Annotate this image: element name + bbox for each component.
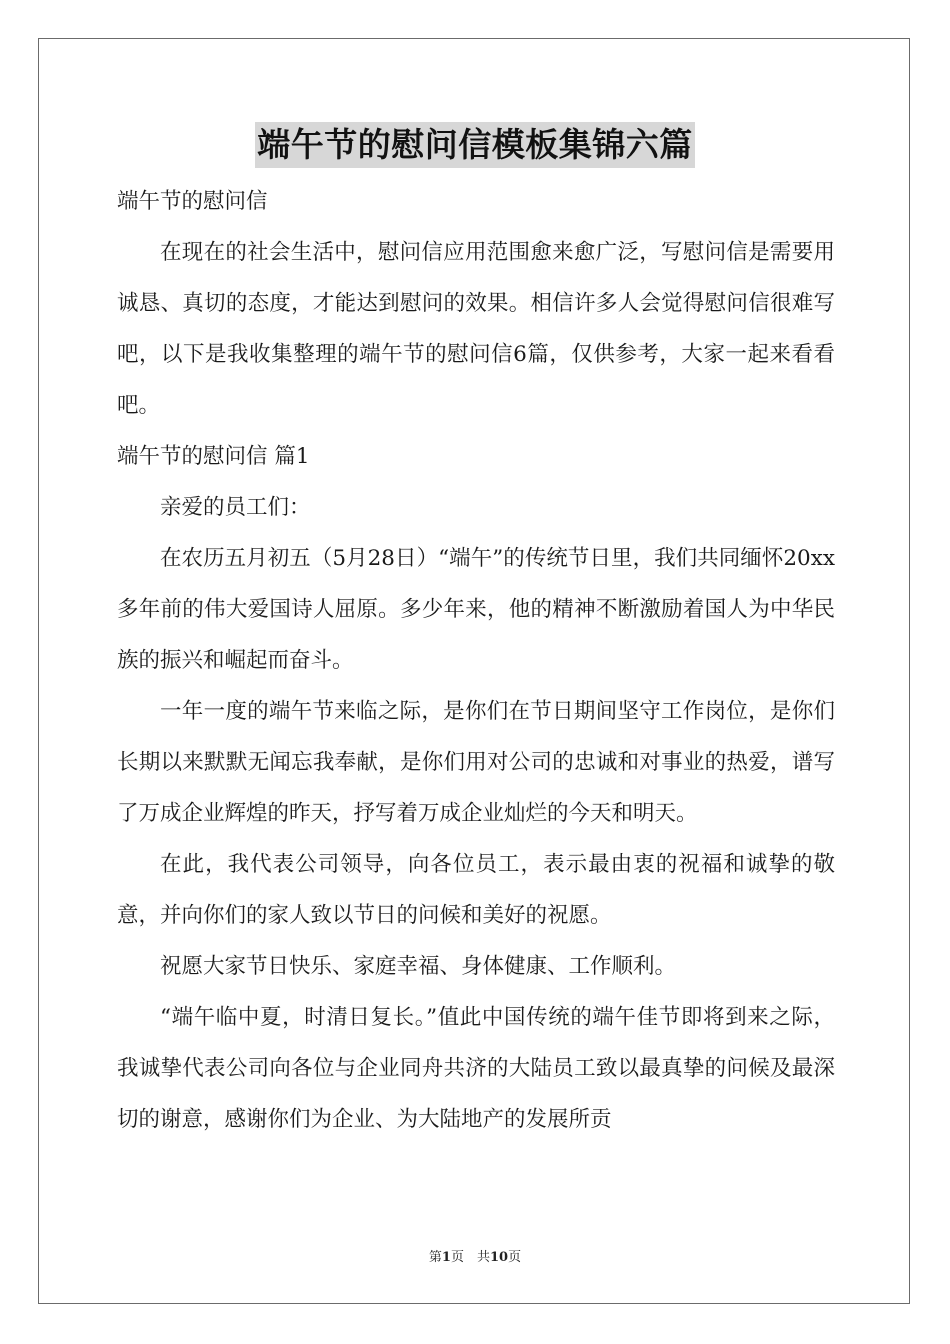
salutation-paragraph: 亲爱的员工们： [160, 495, 311, 520]
body-paragraph: 一年一度的端午节来临之际，是你们在节日期间坚守工作岗位，是你们长期以来默默无闻忘我奉献，是你们用对公司的忠诚和对事业的热爱，谱写了万成企业辉煌的昨天，抒写着万成企业灿烂的今天和明天。 [117, 699, 835, 826]
section-heading: 端午节的慰问信 篇1 [117, 444, 310, 469]
document-body [117, 176, 835, 1145]
total-page-number: 10 [489, 1250, 509, 1265]
section-heading: 端午节的慰问信 [117, 189, 268, 214]
title-container [0, 122, 950, 168]
footer-prefix: 第 [428, 1250, 442, 1265]
intro-paragraph: 在现在的社会生活中，慰问信应用范围愈来愈广泛，写慰问信是需要用诚恳、真切的态度，才能达到慰问的效果。相信许多人会觉得慰问信很难写吧，以下是我收集整理的端午节的慰问信6篇，仅供参考，大家一起来看看吧。 [117, 240, 835, 418]
body-paragraph: 祝愿大家节日快乐、家庭幸福、身体健康、工作顺利。 [160, 954, 677, 979]
footer-suffix: 页 [508, 1250, 522, 1265]
document-title: 端午节的慰问信模板集锦六篇 [255, 122, 695, 168]
body-paragraph: 在农历五月初五（5月28日）“端午”的传统节日里，我们共同缅怀20xx多年前的伟大爱国诗人屈原。多少年来，他的精神不断激励着国人为中华民族的振兴和崛起而奋斗。 [117, 546, 835, 673]
body-paragraph: “端午临中夏，时清日复长。”值此中国传统的端午佳节即将到来之际，我诚挚代表公司向各位与企业同舟共济的大陆员工致以最真挚的问候及最深切的谢意，感谢你们为企业、为大陆地产的发展所贡 [117, 1005, 835, 1132]
body-paragraph: 在此，我代表公司领导，向各位员工，表示最由衷的祝福和诚挚的敬意，并向你们的家人致以节日的问候和美好的祝愿。 [117, 852, 835, 928]
footer-mid: 页 共 [450, 1250, 490, 1265]
current-page-number: 1 [441, 1250, 451, 1265]
page-footer [0, 1246, 950, 1265]
